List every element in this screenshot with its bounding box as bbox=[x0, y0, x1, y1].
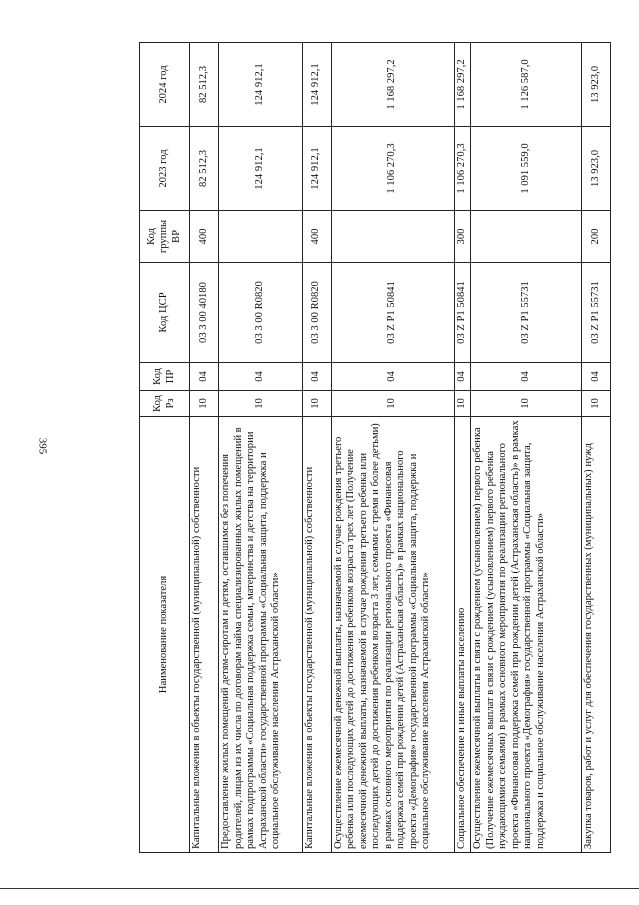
table-row bbox=[581, 43, 610, 853]
row-2023: 13 923,0 bbox=[581, 127, 610, 211]
row-name: Предоставление жилых помещений детям-сиротам и детям, оставшимся без попечения родителей, лицам из их числа по договорам найма специализированных жилых помещений в рамках подпрограммы «Социальная поддержка семьи, материнства и детства на территории Астраханской области» государственной программы «Социальная защита, поддержка и социальное обслуживание населения Астраханской области» bbox=[219, 417, 302, 853]
row-name: Капитальные вложения в объекты государственной (муниципальной) собственности bbox=[190, 417, 219, 853]
row-csr: 03 Z P1 55731 bbox=[471, 263, 581, 363]
row-pr: 04 bbox=[302, 363, 331, 391]
budget-table-rotated bbox=[139, 43, 611, 853]
row-csr: 03 3 00 40180 bbox=[190, 263, 219, 363]
row-rz: 10 bbox=[219, 391, 302, 417]
row-csr: 03 3 00 R0820 bbox=[219, 263, 302, 363]
row-name: Осуществление ежемесячной выплаты в связи с рождением (усыновлением) первого ребенка (Получение ежемесячных выплат в связи с рождением (усыновлением) первого ребенка нуждающимися семьями) в рамках основного мероприятия по реализации регионального проекта «Финансовая поддержка семей при рождении детей (Астраханская область)» в рамках национального проекта «Демография» государственной программы «Социальная защита, поддержка и социальное обслуживание населения Астраханской области» bbox=[471, 417, 581, 853]
row-rz: 10 bbox=[331, 391, 454, 417]
row-csr: 03 Z P1 50841 bbox=[454, 263, 471, 363]
row-pr: 04 bbox=[219, 363, 302, 391]
header-csr: Код ЦСР bbox=[140, 263, 190, 363]
row-2023: 1 106 270,3 bbox=[454, 127, 471, 211]
header-2024: 2024 год bbox=[140, 43, 190, 127]
row-csr: 03 3 00 R0820 bbox=[302, 263, 331, 363]
row-vr: 400 bbox=[302, 211, 331, 263]
table-row bbox=[331, 43, 454, 853]
table-header-row bbox=[140, 43, 190, 853]
row-2024: 1 168 297,2 bbox=[454, 43, 471, 127]
row-vr bbox=[331, 211, 454, 263]
row-rz: 10 bbox=[190, 391, 219, 417]
row-pr: 04 bbox=[190, 363, 219, 391]
table-row bbox=[190, 43, 219, 853]
header-2023: 2023 год bbox=[140, 127, 190, 211]
row-name: Закупка товаров, работ и услуг для обеспечения государственных (муниципальных) нужд bbox=[581, 417, 610, 853]
row-2023: 124 912,1 bbox=[302, 127, 331, 211]
row-vr: 400 bbox=[190, 211, 219, 263]
row-2024: 124 912,1 bbox=[302, 43, 331, 127]
row-vr: 200 bbox=[581, 211, 610, 263]
row-2023: 1 091 559,0 bbox=[471, 127, 581, 211]
row-csr: 03 Z P1 55731 bbox=[581, 263, 610, 363]
row-name: Капитальные вложения в объекты государственной (муниципальной) собственности bbox=[302, 417, 331, 853]
row-2024: 13 923,0 bbox=[581, 43, 610, 127]
row-csr: 03 Z P1 50841 bbox=[331, 263, 454, 363]
page-bottom-rule bbox=[0, 888, 639, 889]
row-name: Осуществление ежемесячной денежной выплаты, назначаемой в случае рождения третьего ребенка или последующих детей до достижения ребенком возраста трех лет (Получение ежемесячной денежной выплаты, назначаемой в случае рождения третьего ребенка или последующих детей до достижения ребенком возраста 3 лет, семьями с тремя и более детьми) в рамках основного мероприятия по реализации регионального проекта «Финансовая поддержка семей при рождении детей (Астраханская область)» в рамках национального проекта «Демография» государственной программы «Социальная защита, поддержка и социальное обслуживание населения Астраханской области» bbox=[331, 417, 454, 853]
row-2023: 82 512,3 bbox=[190, 127, 219, 211]
row-name: Социальное обеспечение и иные выплаты населению bbox=[454, 417, 471, 853]
header-pr: Код ПР bbox=[140, 363, 190, 391]
budget-table bbox=[139, 42, 611, 853]
row-pr: 04 bbox=[471, 363, 581, 391]
row-2023: 1 106 270,3 bbox=[331, 127, 454, 211]
row-pr: 04 bbox=[331, 363, 454, 391]
row-2024: 82 512,3 bbox=[190, 43, 219, 127]
row-pr: 04 bbox=[454, 363, 471, 391]
row-pr: 04 bbox=[581, 363, 610, 391]
table-row bbox=[302, 43, 331, 853]
table-row bbox=[454, 43, 471, 853]
row-vr bbox=[219, 211, 302, 263]
row-rz: 10 bbox=[454, 391, 471, 417]
page-number: 395 bbox=[36, 437, 49, 455]
row-vr bbox=[471, 211, 581, 263]
header-name: Наименование показателя bbox=[140, 417, 190, 853]
row-rz: 10 bbox=[471, 391, 581, 417]
table-row bbox=[471, 43, 581, 853]
row-2024: 124 912,1 bbox=[219, 43, 302, 127]
row-vr: 300 bbox=[454, 211, 471, 263]
row-2024: 1 126 587,0 bbox=[471, 43, 581, 127]
row-2023: 124 912,1 bbox=[219, 127, 302, 211]
row-2024: 1 168 297,2 bbox=[331, 43, 454, 127]
row-rz: 10 bbox=[581, 391, 610, 417]
header-rz: Код Рз bbox=[140, 391, 190, 417]
header-vr: Код группы ВР bbox=[140, 211, 190, 263]
row-rz: 10 bbox=[302, 391, 331, 417]
table-row bbox=[219, 43, 302, 853]
